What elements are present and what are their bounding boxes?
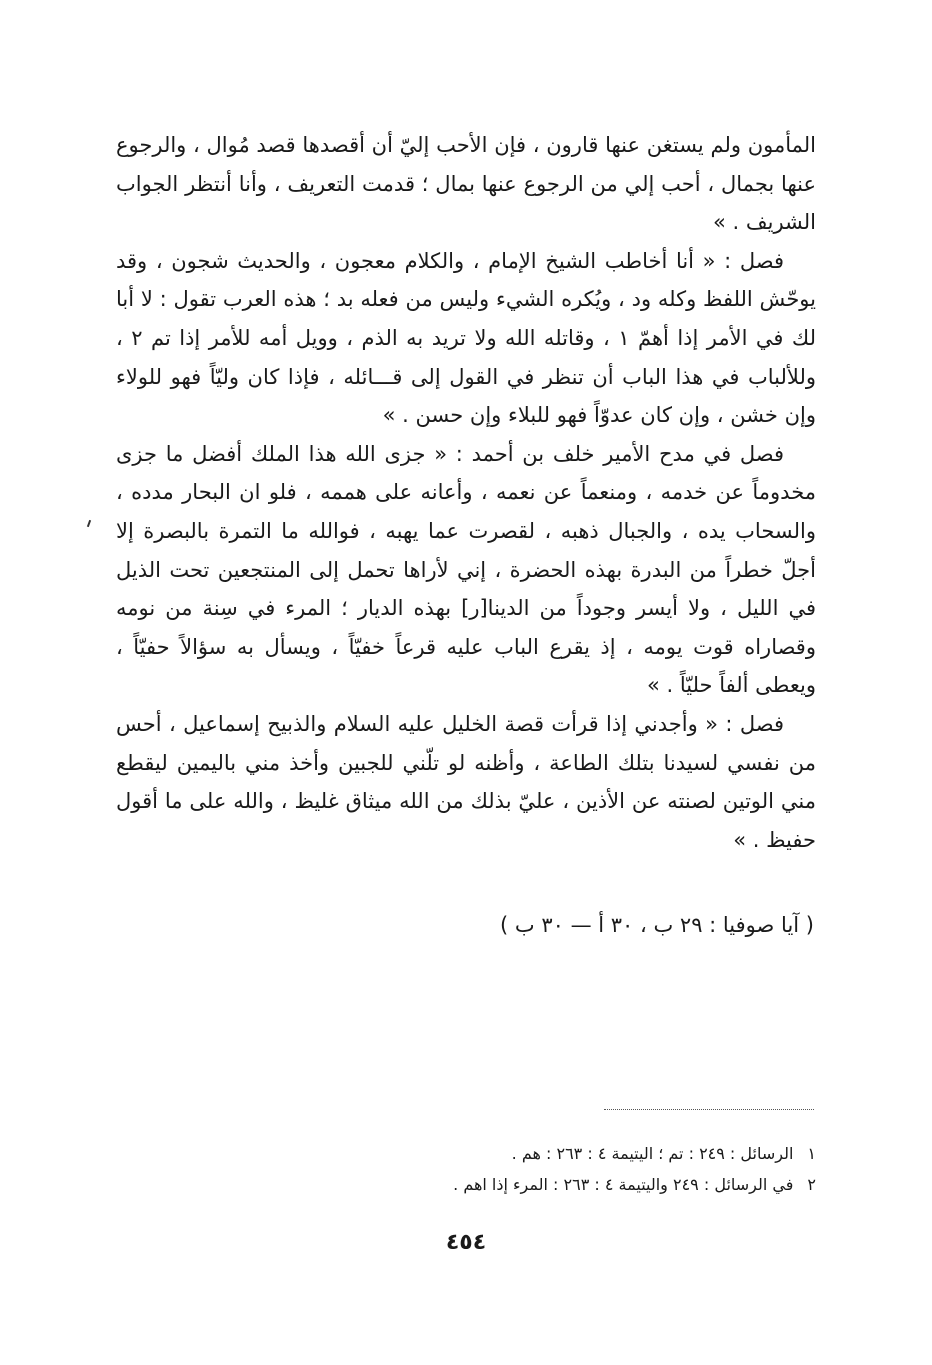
footnote-divider	[604, 1109, 814, 1110]
footnote-number: ٢	[807, 1175, 816, 1194]
footnotes	[116, 1138, 816, 1200]
paragraph-fasl-khitab: فصل : « أنا أخاطب الشيخ الإمام ، والكلام معجون ، والحديث شجون ، وقد يوحّش اللفظ وكله ود ، ويُكره الشيء وليس من فعله بد ؛ هذه العرب تقول : لا أبا لك في الأمر إذا أهمّ ١ ، وقاتله الله ولا تريد به الذم ، وويل أمه للأمر إذا تم ٢ ، وللألباب في هذا الباب أن تنظر في القول إلى قـــائله ، فإذا كان وليّاً فهو للولاء وإن خشن ، وإن كان عدوّاً فهو للبلاء وإن حسن . »	[116, 248, 817, 428]
paragraph-continuation: المأمون ولم يستغن عنها قارون ، فإن الأحب إليّ أن أقصدها قصد مُوال ، والرجوع عنها بجمال ، أحب إلي من الرجوع عنها بمال ؛ قدمت التعريف ، وأنا أنتظر الجواب الشريف . »	[116, 133, 816, 235]
footnote-number: ١	[807, 1144, 816, 1163]
paragraph-fasl-madh: فصل في مدح الأمير خلف بن أحمد : « جزى الله هذا الملك أفضل ما جزى مخدوماً عن خدمه ، ومنعماً عن نعمه ، وأعانه على هممه ، فلو ان البحار مدده ، والسحاب يده ، والجبال ذهبه ، لقصرت عما يهبه ، فوالله ما التمرة بالبصرة إلا أجلّ خطراً من البدرة بهذه الحضرة ، إني لأراها تحمل إلى المنتجعين تحت الذيل في الليل ، ولا أيسر وجوداً من الدينا[ر] بهذه الديار ؛ المرء في سِنة من نومه وقصاراه قوت يومه ، إذ يقرع الباب عليه قرعاً خفيّاً ، ويسأل به سؤالاً حفيّاً ، ويعطى ألفاً حليّاً . »	[116, 441, 816, 698]
footnote-text: في الرسائل : ٢٤٩ واليتيمة ٤ : ٢٦٣ : المرء إذا اهم .	[453, 1175, 794, 1194]
main-text	[116, 126, 816, 859]
paragraph-fasl-khalil: فصل : « وأجدني إذا قرأت قصة الخليل عليه السلام والذبيح إسماعيل ، أحس من نفسي لسيدنا بتلك الطاعة ، وأظنه لو تلّني للجبين وأخذ مني باليمين ليقطع مني الوتين لصنته عن الأذين ، عليّ بذلك من الله ميثاق غليظ ، والله على ما أقول حفيظ . »	[116, 711, 816, 852]
footnote-2	[116, 1169, 816, 1200]
footnote-1	[116, 1138, 816, 1169]
footnote-text: الرسائل : ٢٤٩ : تم ؛ اليتيمة ٤ : ٢٦٣ : هم .	[511, 1144, 794, 1163]
page-number: ٤٥٤	[445, 1230, 487, 1255]
source-citation: ( آيا صوفيا : ٢٩ ب ، ٣٠ أ — ٣٠ ب )	[500, 913, 814, 937]
stray-ink-mark	[87, 520, 91, 527]
